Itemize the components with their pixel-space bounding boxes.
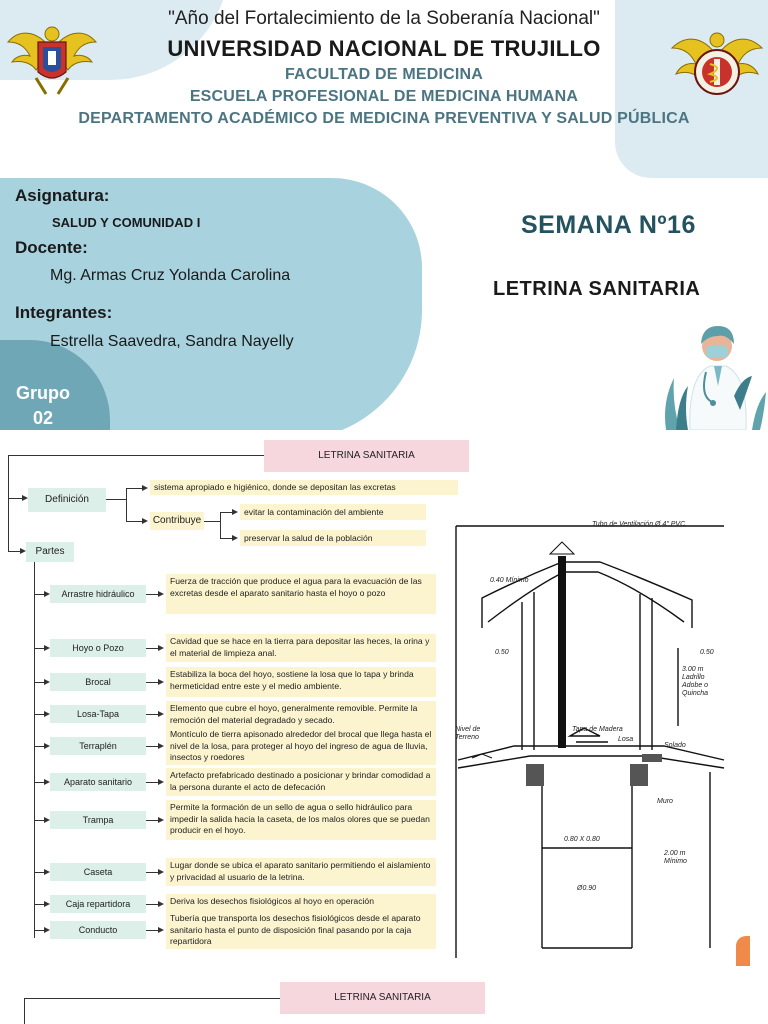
pit-size-label: 0.80 X 0.80 bbox=[564, 836, 600, 843]
part-description: Estabiliza la boca del hoyo, sostiene la losa que lo tapa y brinda hermeticidad entre este y el medio ambiente. bbox=[166, 667, 436, 697]
arrow bbox=[158, 927, 164, 933]
doctor-illustration-icon bbox=[660, 306, 768, 430]
group-line-1: Grupo bbox=[16, 383, 70, 403]
arrow bbox=[232, 535, 238, 541]
arrow bbox=[158, 679, 164, 685]
part-description: Artefacto prefabricado destinado a posicionar y brindar comodidad a la persona durante el acto de defecación bbox=[166, 768, 436, 796]
arrow bbox=[158, 779, 164, 785]
teacher-value: Mg. Armas Cruz Yolanda Carolina bbox=[50, 267, 291, 284]
part-description: Montículo de tierra apisonado alrededor del brocal que llega hasta el nivel de la losa, para proteger al hoyo del ingreso de agua de lluvia, insectos y roedores bbox=[166, 727, 436, 765]
subject-label: Asignatura: bbox=[15, 186, 110, 205]
definition-node: Definición bbox=[28, 488, 106, 512]
pit-label: Ø0.90 bbox=[577, 885, 597, 892]
arrow bbox=[232, 509, 238, 515]
definition-text: sistema apropiado e higiénico, donde se depositan las excretas bbox=[150, 480, 458, 495]
connector bbox=[24, 998, 280, 999]
part-description: Permite la formación de un sello de agua o sello hidráulico para impedir la salida hacia la caseta, de los malos olores que se puedan producir en el hoyo. bbox=[166, 800, 436, 840]
faculty-name: FACULTAD DE MEDICINA bbox=[284, 66, 484, 83]
title-header bbox=[0, 0, 768, 430]
arrow bbox=[158, 901, 164, 907]
dim-right-label: 0.50 bbox=[700, 649, 714, 656]
orange-corner-mark bbox=[736, 936, 750, 966]
part-description: Deriva los desechos fisiológicos al hoyo en operación bbox=[166, 894, 436, 914]
arrow bbox=[158, 645, 164, 651]
part-description: Elemento que cubre el hoyo, generalmente removible. Permite la remoción del material degradado y secado. bbox=[166, 701, 436, 727]
side-note-label: 3.00 m Ladrillo Adobe o Quincha bbox=[682, 666, 709, 697]
arrow bbox=[158, 869, 164, 875]
dim-left-label: 0.50 bbox=[495, 649, 509, 656]
connector bbox=[24, 998, 25, 1024]
latrine-concept-map bbox=[0, 430, 768, 1024]
group-line-2: 02 bbox=[32, 408, 54, 428]
contribution-2: preservar la salud de la población bbox=[240, 530, 426, 546]
arrow bbox=[158, 817, 164, 823]
diagram-title: LETRINA SANITARIA bbox=[264, 440, 469, 472]
arrow bbox=[142, 485, 148, 491]
week-title: SEMANA Nº16 bbox=[521, 211, 696, 239]
part-description: Lugar donde se ubica el aparato sanitario permitiendo el aislamiento y privacidad al usuario de la letrina. bbox=[166, 858, 436, 886]
arrow bbox=[158, 711, 164, 717]
motto-text: "Año del Fortalecimiento de la Soberanía Nacional" bbox=[168, 8, 600, 29]
part-name: Aparato sanitario bbox=[50, 773, 146, 791]
part-name: Brocal bbox=[50, 673, 146, 691]
part-name: Terraplén bbox=[50, 737, 146, 755]
ground-level-label: Nivel de Terreno bbox=[455, 726, 481, 741]
part-name: Conducto bbox=[50, 921, 146, 939]
connector bbox=[220, 512, 221, 538]
parts-node: Partes bbox=[26, 542, 74, 562]
brick-label: Solado bbox=[664, 742, 686, 749]
subject-value: SALUD Y COMUNIDAD I bbox=[52, 215, 201, 230]
arrow bbox=[142, 518, 148, 524]
dim-top-label: 0.40 Mínimo bbox=[490, 577, 529, 584]
part-description: Fuerza de tracción que produce el agua para la evacuación de las excretas desde el aparato sanitario hasta el hoyo o pozo bbox=[166, 574, 436, 614]
part-name: Losa-Tapa bbox=[50, 705, 146, 723]
contributes-node: Contribuye bbox=[150, 512, 204, 530]
part-name: Arrastre hidráulico bbox=[50, 585, 146, 603]
topic-title: LETRINA SANITARIA bbox=[493, 278, 701, 300]
teacher-label: Docente: bbox=[15, 238, 88, 257]
university-name: UNIVERSIDAD NACIONAL DE TRUJILLO bbox=[167, 36, 601, 61]
next-diagram-title: LETRINA SANITARIA bbox=[280, 982, 485, 1014]
group-label bbox=[0, 381, 86, 430]
connector bbox=[8, 455, 9, 552]
part-name: Hoyo o Pozo bbox=[50, 639, 146, 657]
arrow bbox=[158, 591, 164, 597]
connector bbox=[106, 499, 126, 500]
part-name: Caja repartidora bbox=[50, 895, 146, 913]
latrine-blueprint-diagram bbox=[452, 518, 728, 958]
part-description: Tubería que transporta los desechos fisiológicos desde el aparato sanitario hasta el punto de disposición final pasando por la caja repartidora bbox=[166, 911, 436, 949]
connector bbox=[126, 488, 127, 521]
department-name: DEPARTAMENTO ACADÉMICO DE MEDICINA PREVENTIVA Y SALUD PÚBLICA bbox=[78, 110, 690, 127]
slab-label: Losa bbox=[618, 736, 634, 743]
lid-label: Tapa de Madera bbox=[572, 726, 623, 733]
vent-pipe-icon bbox=[558, 556, 566, 748]
part-name: Caseta bbox=[50, 863, 146, 881]
connector bbox=[34, 562, 35, 938]
vent-label: Tubo de Ventilación Ø 4" PVC. bbox=[592, 521, 688, 528]
members-value: Estrella Saavedra, Sandra Nayelly bbox=[50, 333, 294, 350]
school-name: ESCUELA PROFESIONAL DE MEDICINA HUMANA bbox=[189, 88, 579, 105]
part-description: Cavidad que se hace en la tierra para depositar las heces, la orina y el material de limpieza anal. bbox=[166, 634, 436, 662]
members-label: Integrantes: bbox=[15, 303, 113, 322]
connector bbox=[8, 455, 264, 456]
pit-depth-label: 2.00 m Mínimo bbox=[664, 850, 687, 865]
connector bbox=[204, 521, 220, 522]
wall-label: Muro bbox=[657, 798, 673, 805]
part-name: Trampa bbox=[50, 811, 146, 829]
contribution-1: evitar la contaminación del ambiente bbox=[240, 504, 426, 520]
arrow bbox=[158, 743, 164, 749]
